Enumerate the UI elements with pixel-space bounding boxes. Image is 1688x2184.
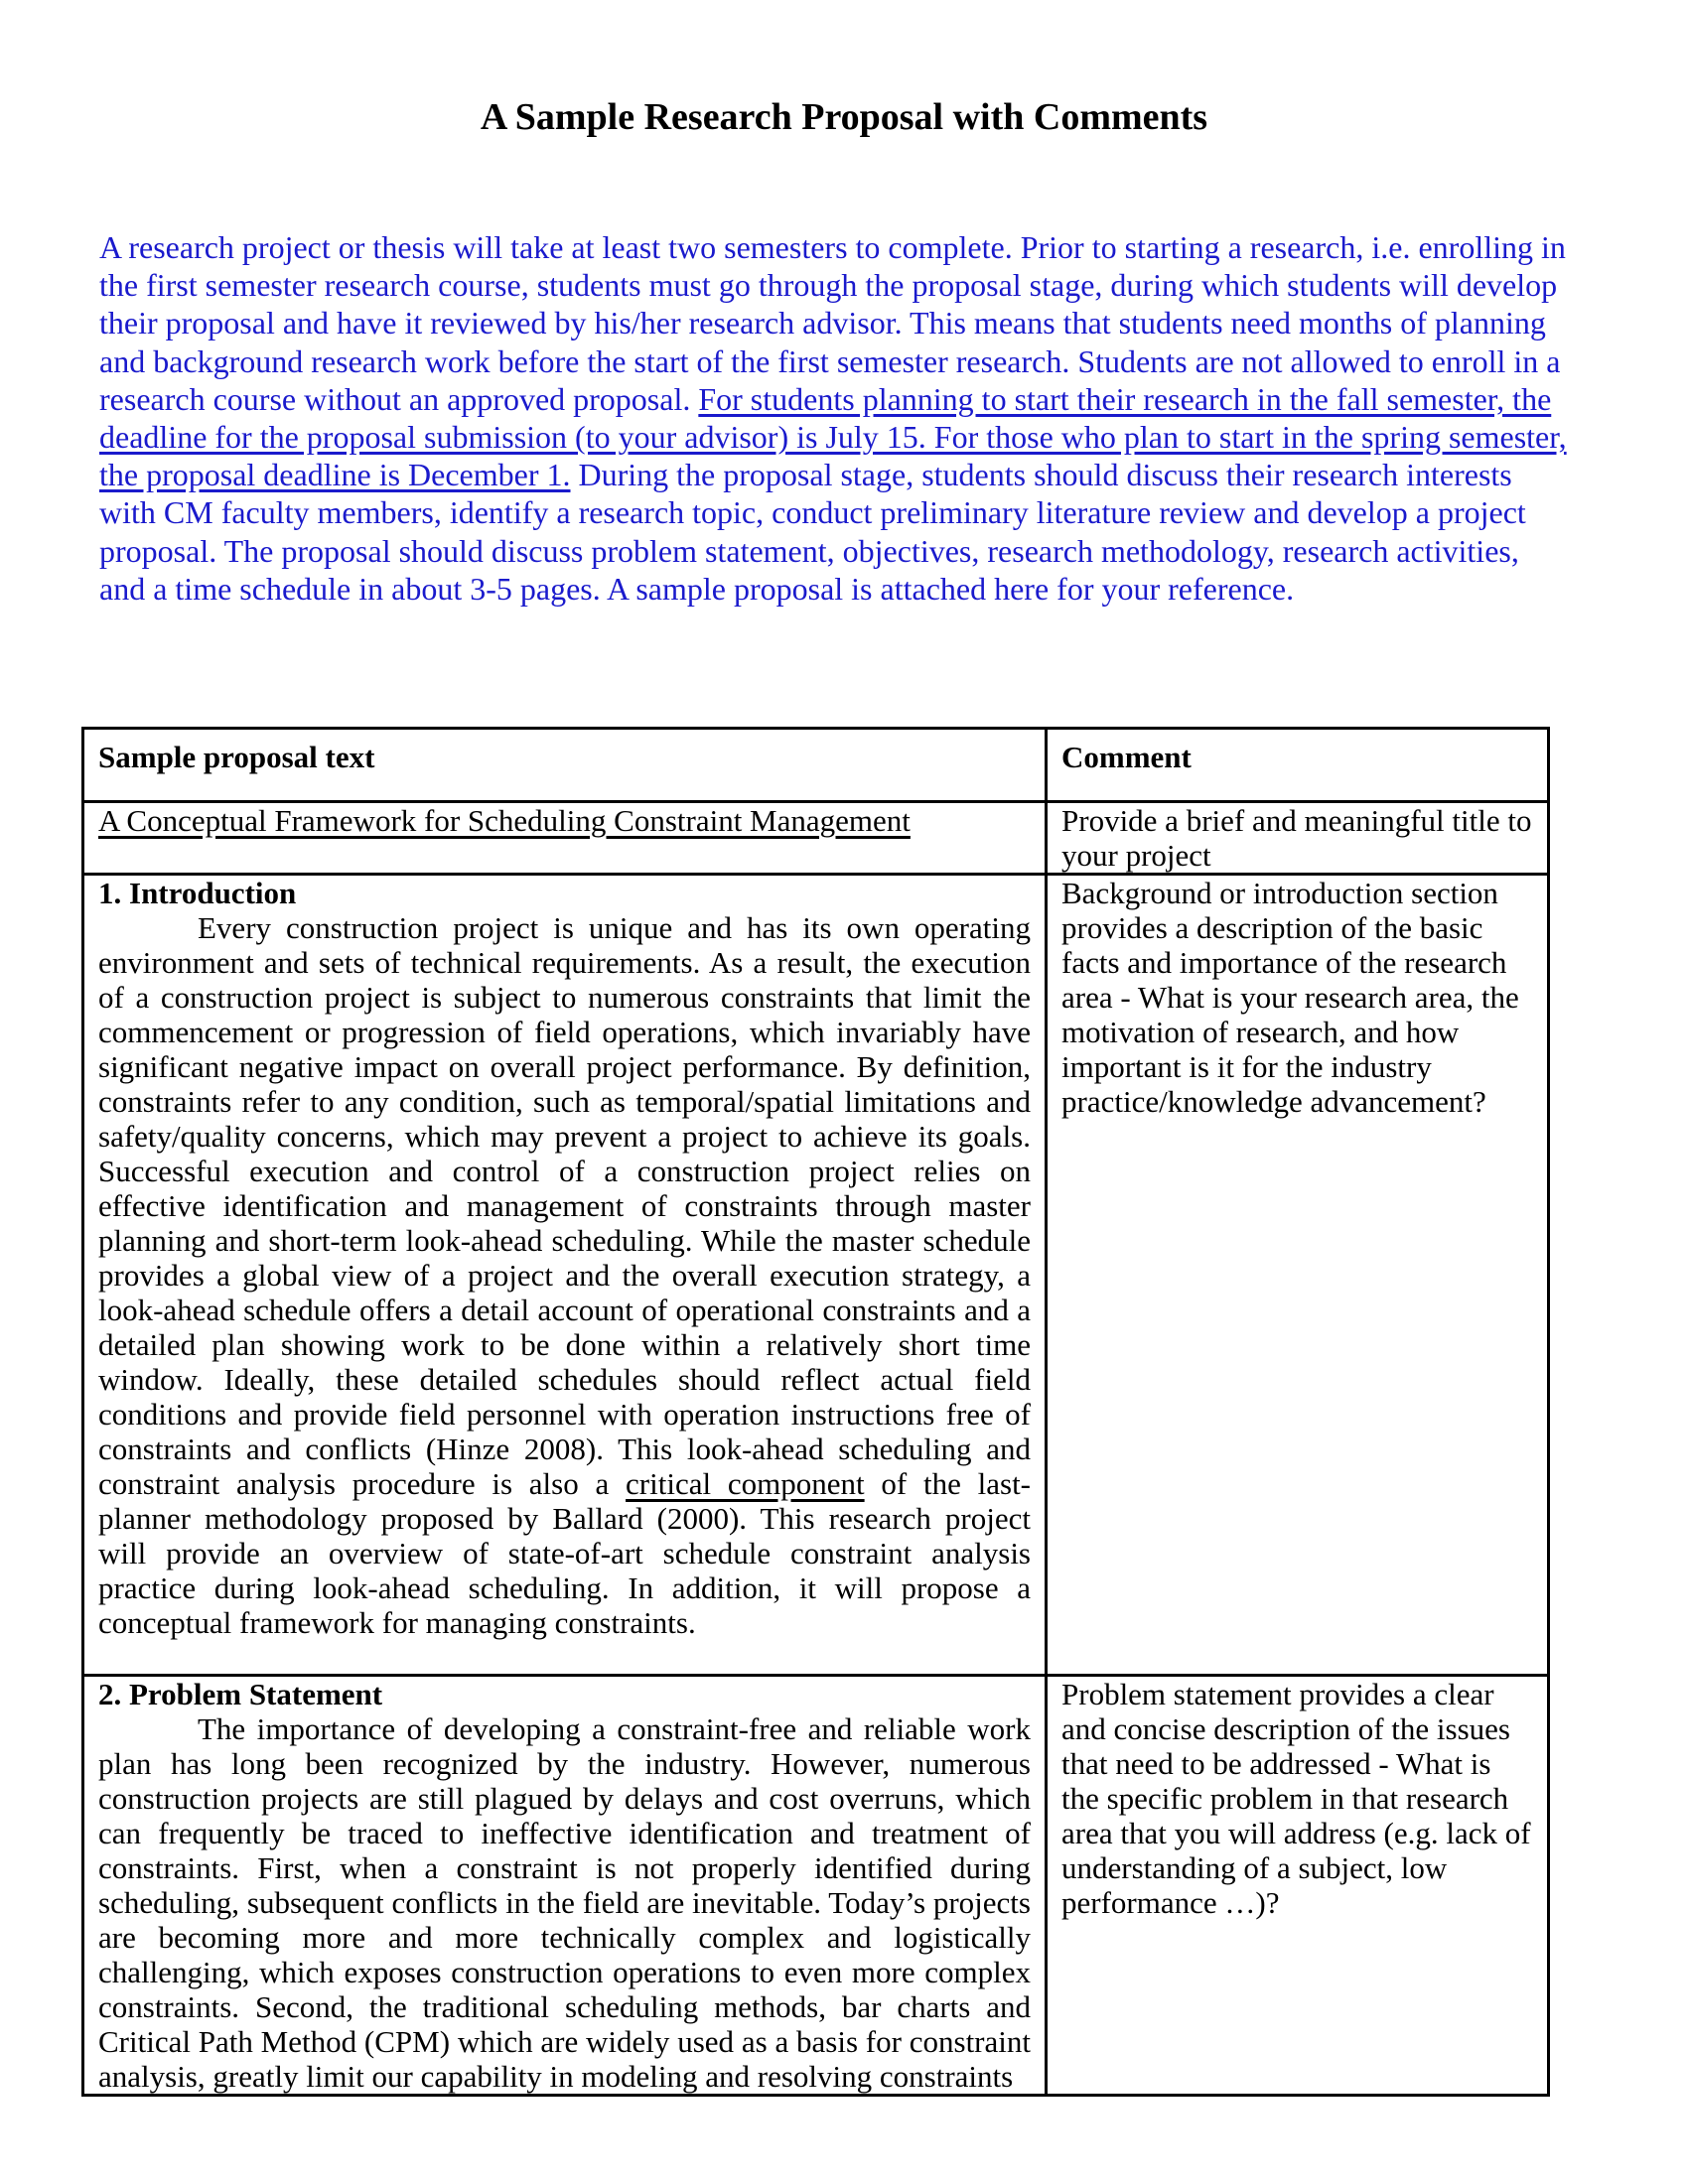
comment-title: Provide a brief and meaningful title to your project: [1061, 803, 1532, 873]
table-row-introduction: [83, 875, 1549, 1676]
comment-problem-statement: Problem statement provides a clear and concise description of the issues that need to be addressed - What is the specific problem in that research area that you will address (e.g. lack of understanding of a subject, low performance …)?: [1061, 1677, 1531, 1920]
table-row-problem-statement: [83, 1676, 1549, 2096]
proposal-title-cell: [83, 802, 1047, 875]
table-header-row: [83, 729, 1549, 802]
proposal-title: A Conceptual Framework for Scheduling Constraint Management: [98, 803, 911, 838]
table-row-title: [83, 802, 1549, 875]
introduction-body-underlined: critical component: [626, 1466, 865, 1501]
intro-text-part1: A research project or thesis will take at least two semesters to complete. Prior to starting a research, i.e. enrolling in the first semester research course, students must go through the proposal stage, during which students will develop their proposal and have it reviewed by his/her research advisor. This means that students need months of planning and background research work before the start of the first semester research. Students are not allowed to enroll in a research course without an approved proposal.: [99, 229, 1566, 417]
header-comment: Comment: [1047, 729, 1549, 802]
problem-statement-body: The importance of developing a constraint-free and reliable work plan has long been recognized by the industry. However, numerous construction projects are still plagued by delays and cost overruns, which can frequently be traced to ineffective identification and treatment of constraints. First, when a constraint is not properly identified during scheduling, subsequent conflicts in the field are inevitable. Today’s projects are becoming more and more technically complex and logistically challenging, which exposes construction operations to even more complex constraints. Second, the traditional scheduling methods, bar charts and Critical Path Method (CPM) which are widely used as a basis for constraint analysis, greatly limit our capability in modeling and resolving constraints: [98, 1711, 1031, 2094]
header-sample-text: Sample proposal text: [83, 729, 1047, 802]
problem-statement-cell: [83, 1676, 1047, 2096]
intro-deadline-text: For students planning to start their research in the fall semester, the deadline for the proposal submission (to your advisor) is July 15. For those who plan to start in the spring semester, the proposal deadline is December 1.: [99, 380, 1567, 493]
comment-cell-introduction: [1047, 875, 1549, 1676]
comment-introduction: Background or introduction section provides a description of the basic facts and importance of the research area - What is your research area, the motivation of research, and how important is it for the industry practice/knowledge advancement?: [1061, 876, 1519, 1119]
section-heading-introduction: 1. Introduction: [98, 876, 297, 910]
intro-text-part2: During the proposal stage, students should discuss their research interests with CM faculty members, identify a research topic, conduct preliminary literature review and develop a project proposal. The proposal should discuss problem statement, objectives, research methodology, research activities, and a time schedule in about 3-5 pages. A sample proposal is attached here for your reference.: [99, 457, 1526, 607]
introduction-cell: [83, 875, 1047, 1676]
introduction-body-part1: Every construction project is unique and has its own operating environment and sets of technical requirements. As a result, the execution of a construction project is subject to numerous constraints that limit the commencement or progression of field operations, which invariably have significant negative impact on overall project performance. By definition, constraints refer to any condition, such as temporal/spatial limitations and safety/quality concerns, which may prevent a project to achieve its goals. Successful execution and control of a construction project relies on effective identification and management of constraints through master planning and short-term look-ahead scheduling. While the master schedule provides a global view of a project and the overall execution strategy, a look-ahead schedule offers a detail account of operational constraints and a detailed plan showing work to be done within a relatively short time window. Ideally, these detailed schedules should reflect actual field conditions and provide field personnel with operation instructions free of constraints and conflicts (Hinze 2008). This look-ahead scheduling and constraint analysis procedure is also a: [98, 910, 1031, 1501]
introduction-body: [98, 910, 1031, 1640]
section-heading-problem-statement: 2. Problem Statement: [98, 1677, 383, 1711]
comment-cell-problem-statement: [1047, 1676, 1549, 2096]
introduction-body-part2: of the last-planner methodology proposed by Ballard (2000). This research project will provide an overview of state-of-art schedule constraint analysis practice during look-ahead scheduling. In addition, it will propose a conceptual framework for managing constraints.: [98, 1466, 1032, 1640]
intro-paragraph: [99, 228, 1569, 608]
proposal-comment-table: [81, 727, 1550, 2097]
comment-cell-title: [1047, 802, 1549, 875]
document-title: A Sample Research Proposal with Comments: [480, 96, 1208, 138]
